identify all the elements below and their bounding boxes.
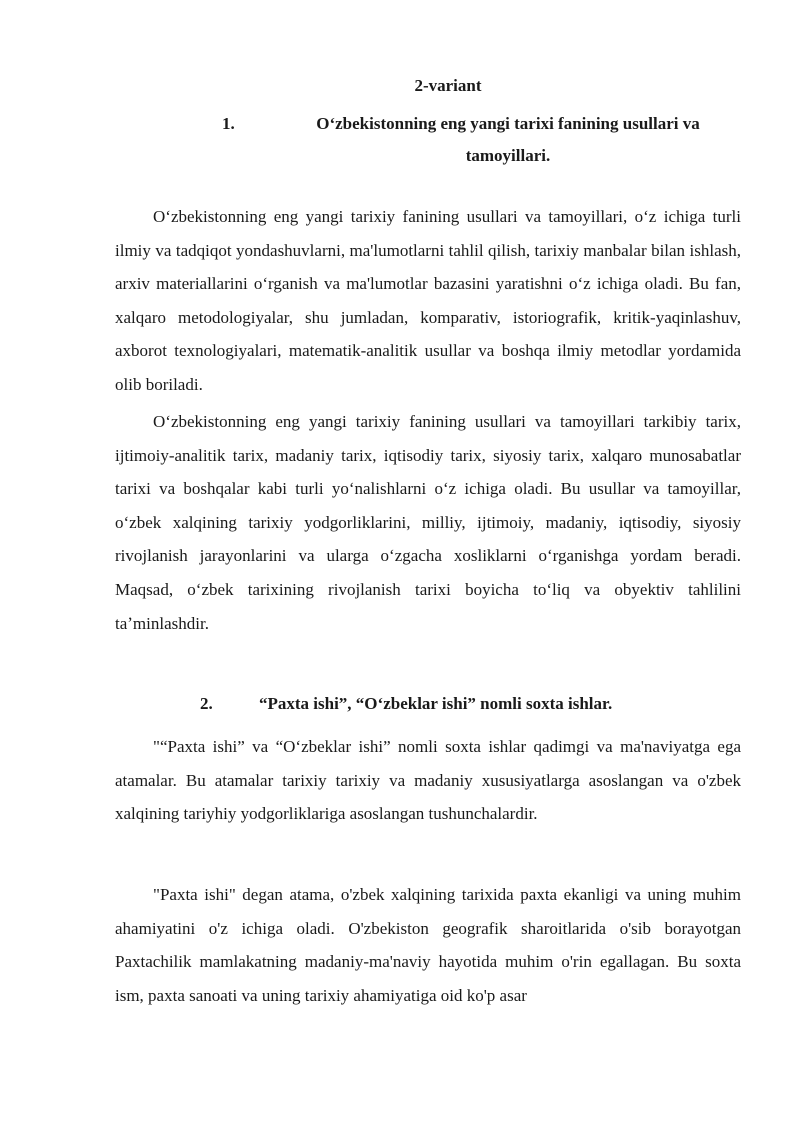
section-1-number: 1. [222,114,235,133]
paragraph-1: O‘zbekistonning eng yangi tarixiy fanining usullari va tamoyillari, o‘z ichiga turli ilmiy va tadqiqot yondashuvlarni, ma'lumotlarni tahlil qilish, tarixiy manbalar bilan ishlash, arxiv materiallarini o‘rganish va ma'lumotlar bazasini yaratishni o‘z ichiga oladi. Bu fan, xalqaro metodologiyalar, shu jumladan, komparativ, istoriografik, kritik-yaqinlashuv, axborot texnologiyalari, matematik-analitik usullar va boshqa ilmiy metodlar yordamida olib boriladi. [115,207,741,394]
section-1-title: O‘zbekistonning eng yangi tarixi fanining usullari va tamoyillari. [316,114,700,165]
section-2-number: 2. [200,694,213,713]
section-2-title: “Paxta ishi”, “O‘zbeklar ishi” nomli soxta ishlar. [259,694,613,713]
paragraph-2: O‘zbekistonning eng yangi tarixiy fanining usullari va tamoyillari tarkibiy tarix, ijtimoiy-analitik tarix, madaniy tarix, iqtisodiy tarix, siyosiy tarix, xalqaro munosabatlar tarixi va boshqalar kabi turli yo‘nalishlarni o‘z ichiga oladi. Bu usullar va tamoyillar, o‘zbek xalqining tarixiy yodgorliklarini, milliy, ijtimoiy, madaniy, iqtisodiy, siyosiy rivojlanish jarayonlarini va ularga o‘zgacha xosliklarni o‘rganishga yordam beradi. Maqsad, o‘zbek tarixining rivojlanish tarixi boyicha to‘liq va obyektiv tahlilini taʼminlashdir. [115,412,741,633]
variant-label: 2-variant [414,76,482,95]
paragraph-4: "Paxta ishi" degan atama, o'zbek xalqining tarixida paxta ekanligi va uning muhim ahamiyatini o'z ichiga oladi. O'zbekiston geografik sharoitlarida o'sib borayotgan Paxtachilik mamlakatning madaniy-ma'naviy hayotida muhim o'rin egallagan. Bu soxta ism, paxta sanoati va uning tarixiy ahamiyatiga oid ko'p asar [115,885,741,1005]
paragraph-3: "“Paxta ishi” va “O‘zbeklar ishi” nomli soxta ishlar qadimgi va ma'naviyatga ega atamalar. Bu atamalar tarixiy tarixiy va madaniy xususiyatlarga asoslangan va o'zbek xalqining tariyhiy yodgorliklariga asoslangan tushunchalardir. [115,737,741,824]
